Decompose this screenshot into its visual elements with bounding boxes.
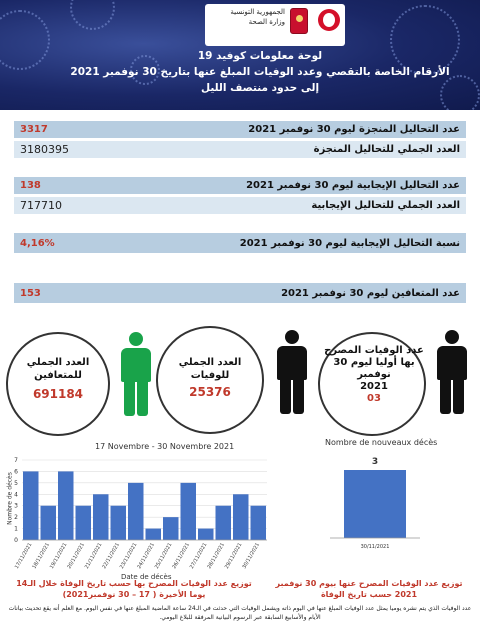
virus-decoration: [0, 10, 50, 70]
x-tick-label: 21/11/2021: [83, 542, 104, 570]
x-tick-label: 18/11/2021: [31, 542, 51, 570]
new-deaths-chart: [320, 450, 430, 568]
y-tick-label: 3: [14, 502, 18, 510]
y-tick-label: 4: [14, 491, 18, 499]
recovered-total-label: العدد الجملي للمتعافين: [26, 357, 90, 381]
positive-day-value: 138: [20, 180, 41, 191]
bar: [128, 483, 144, 540]
positive-day-row: [14, 177, 466, 194]
x-tick-label: 23/11/2021: [118, 542, 139, 570]
chart1-ylabel: Nombre de décès: [6, 472, 14, 525]
x-tick-label: 29/11/2021: [223, 542, 244, 570]
x-tick-label: 24/11/2021: [136, 542, 156, 570]
recovered-day-value: 153: [20, 287, 41, 299]
page-title: [60, 48, 460, 96]
recovered-day-row: [14, 283, 466, 303]
chart1-title: 17 Novembre - 30 Novembre 2021: [95, 442, 235, 451]
x-tick-label: 25/11/2021: [153, 542, 174, 570]
tests-block: [14, 121, 466, 158]
bar: [344, 470, 406, 538]
chart2-caption: توزيع عدد الوفيات المصرح عنها بيوم 30 نوفمبر 2021 حسب تاريخ الوفاة: [275, 579, 463, 599]
positive-total-value: 717710: [20, 199, 62, 212]
rate-label: نسبة التحاليل الإيجابية ليوم 30 نوفمبر 2021: [239, 237, 460, 249]
title-line-1: لوحة معلومات كوفيد 19: [197, 50, 323, 62]
bar: [41, 506, 57, 540]
red-crescent-icon: [318, 9, 340, 31]
tests-total-value: 3180395: [20, 143, 69, 156]
title-line-3: إلى حدود منتصف الليل: [200, 82, 320, 94]
bar: [251, 506, 267, 540]
deaths-day-value: 03: [367, 393, 381, 404]
deaths-total-text: [160, 356, 260, 399]
gov-line-1: الجمهورية التونسية: [230, 8, 285, 16]
x-tick-label: 20/11/2021: [66, 542, 86, 570]
deaths-total-value: 25376: [189, 385, 231, 399]
x-tick-label: 26/11/2021: [171, 542, 191, 570]
data-label: 3: [371, 457, 379, 467]
deaths-day-person-icon: [432, 330, 472, 414]
deaths-day-label-4: 2021: [360, 381, 388, 392]
y-tick-label: 1: [14, 525, 18, 533]
bar: [111, 506, 127, 540]
deaths-total-person-icon: [272, 330, 312, 414]
x-tick-label: 28/11/2021: [206, 542, 226, 570]
recovered-total-value: 691184: [32, 387, 84, 401]
positive-total-label: العدد الجملي للتحاليل الإيجابية: [311, 200, 460, 211]
rate-value: 4,16%: [20, 237, 55, 249]
bar: [198, 529, 214, 540]
x-tick-label: 17/11/2021: [13, 542, 34, 570]
rate-row: [14, 233, 466, 253]
deaths-day-label-3: نوفمبر: [357, 369, 391, 380]
tests-total-row: [14, 141, 466, 158]
positive-block: [14, 177, 466, 214]
y-tick-label: 6: [14, 468, 18, 476]
bar: [181, 483, 197, 540]
y-tick-label: 0: [14, 537, 18, 544]
bar: [163, 517, 179, 540]
bar: [233, 494, 249, 540]
bar: [76, 506, 92, 540]
chart1-xlabel: Date de décès: [121, 573, 172, 581]
footer-note: عدد الوفيات الذي يتم نشره يوميا يمثل عدد الوفيات المبلغ عنها في اليوم ذاته ويشمل الوفيات التي حدثت في الـ24 ساعة الماضية المبلغ عنها في نفس اليوم. مع العلم أنه يقع تحديث بيانات الأيام والأسابيع السابقة عبر الرسوم البيانية المرفقة للبلاغ اليومي.: [8, 605, 472, 621]
bar: [93, 494, 109, 540]
bar: [216, 506, 232, 540]
bar: [146, 529, 162, 540]
tests-total-label: العدد الجملي للتحاليل المنجزة: [313, 144, 460, 155]
header-banner: [0, 0, 480, 110]
x-tick-label: 30/11/2021: [241, 542, 261, 570]
deaths-day-label-2: بها أوليا ليوم 30: [333, 357, 415, 368]
chart2-title: Nombre de nouveaux décès: [325, 438, 438, 447]
y-tick-label: 7: [14, 457, 18, 464]
tests-day-value: 3317: [20, 124, 48, 135]
recovered-day-label: عدد المتعافين ليوم 30 نوفمبر 2021: [281, 287, 460, 299]
positive-total-row: [14, 197, 466, 214]
rate-block: [14, 233, 466, 253]
x-tick-label: 30/11/2021: [360, 544, 390, 550]
recovered-person-icon: [116, 332, 156, 416]
x-tick-label: 22/11/2021: [101, 542, 121, 570]
tests-day-label: عدد التحاليل المنجزة ليوم 30 نوفمبر 2021: [248, 124, 460, 135]
deaths-day-label-1: عدد الوفيات المصرح: [324, 345, 424, 356]
x-tick-label: 19/11/2021: [48, 542, 69, 570]
recovered-block: [14, 283, 466, 303]
bar: [23, 471, 39, 540]
bar: [58, 471, 74, 540]
x-tick-label: 27/11/2021: [188, 542, 209, 570]
recovered-total-text: [8, 356, 108, 401]
title-line-2: الأرقام الخاصة بالتقصي وعدد الوفيات المبلغ عنها بتاريخ 30 نوفمبر 2021: [70, 66, 450, 78]
gov-line-2: وزارة الصحة: [248, 18, 285, 26]
deaths-day-text: [324, 345, 424, 405]
positive-day-label: عدد التحاليل الإيجابية ليوم 30 نوفمبر 2021: [246, 180, 460, 191]
y-tick-label: 5: [14, 479, 18, 487]
virus-decoration: [70, 0, 115, 30]
tunisia-emblem-icon: [290, 8, 308, 34]
y-tick-label: 2: [14, 514, 18, 522]
deaths-by-date-chart: [0, 452, 280, 587]
deaths-total-label: العدد الجملي للوفيات: [178, 357, 242, 381]
chart1-caption: توزيع عدد الوفيات المصرح بها حسب تاريخ الوفاة خلال الـ14 يوما الأخيرة ( 17 – 30 نوفمبر2021): [16, 579, 252, 599]
tests-day-row: [14, 121, 466, 138]
ministry-name: [205, 7, 285, 27]
